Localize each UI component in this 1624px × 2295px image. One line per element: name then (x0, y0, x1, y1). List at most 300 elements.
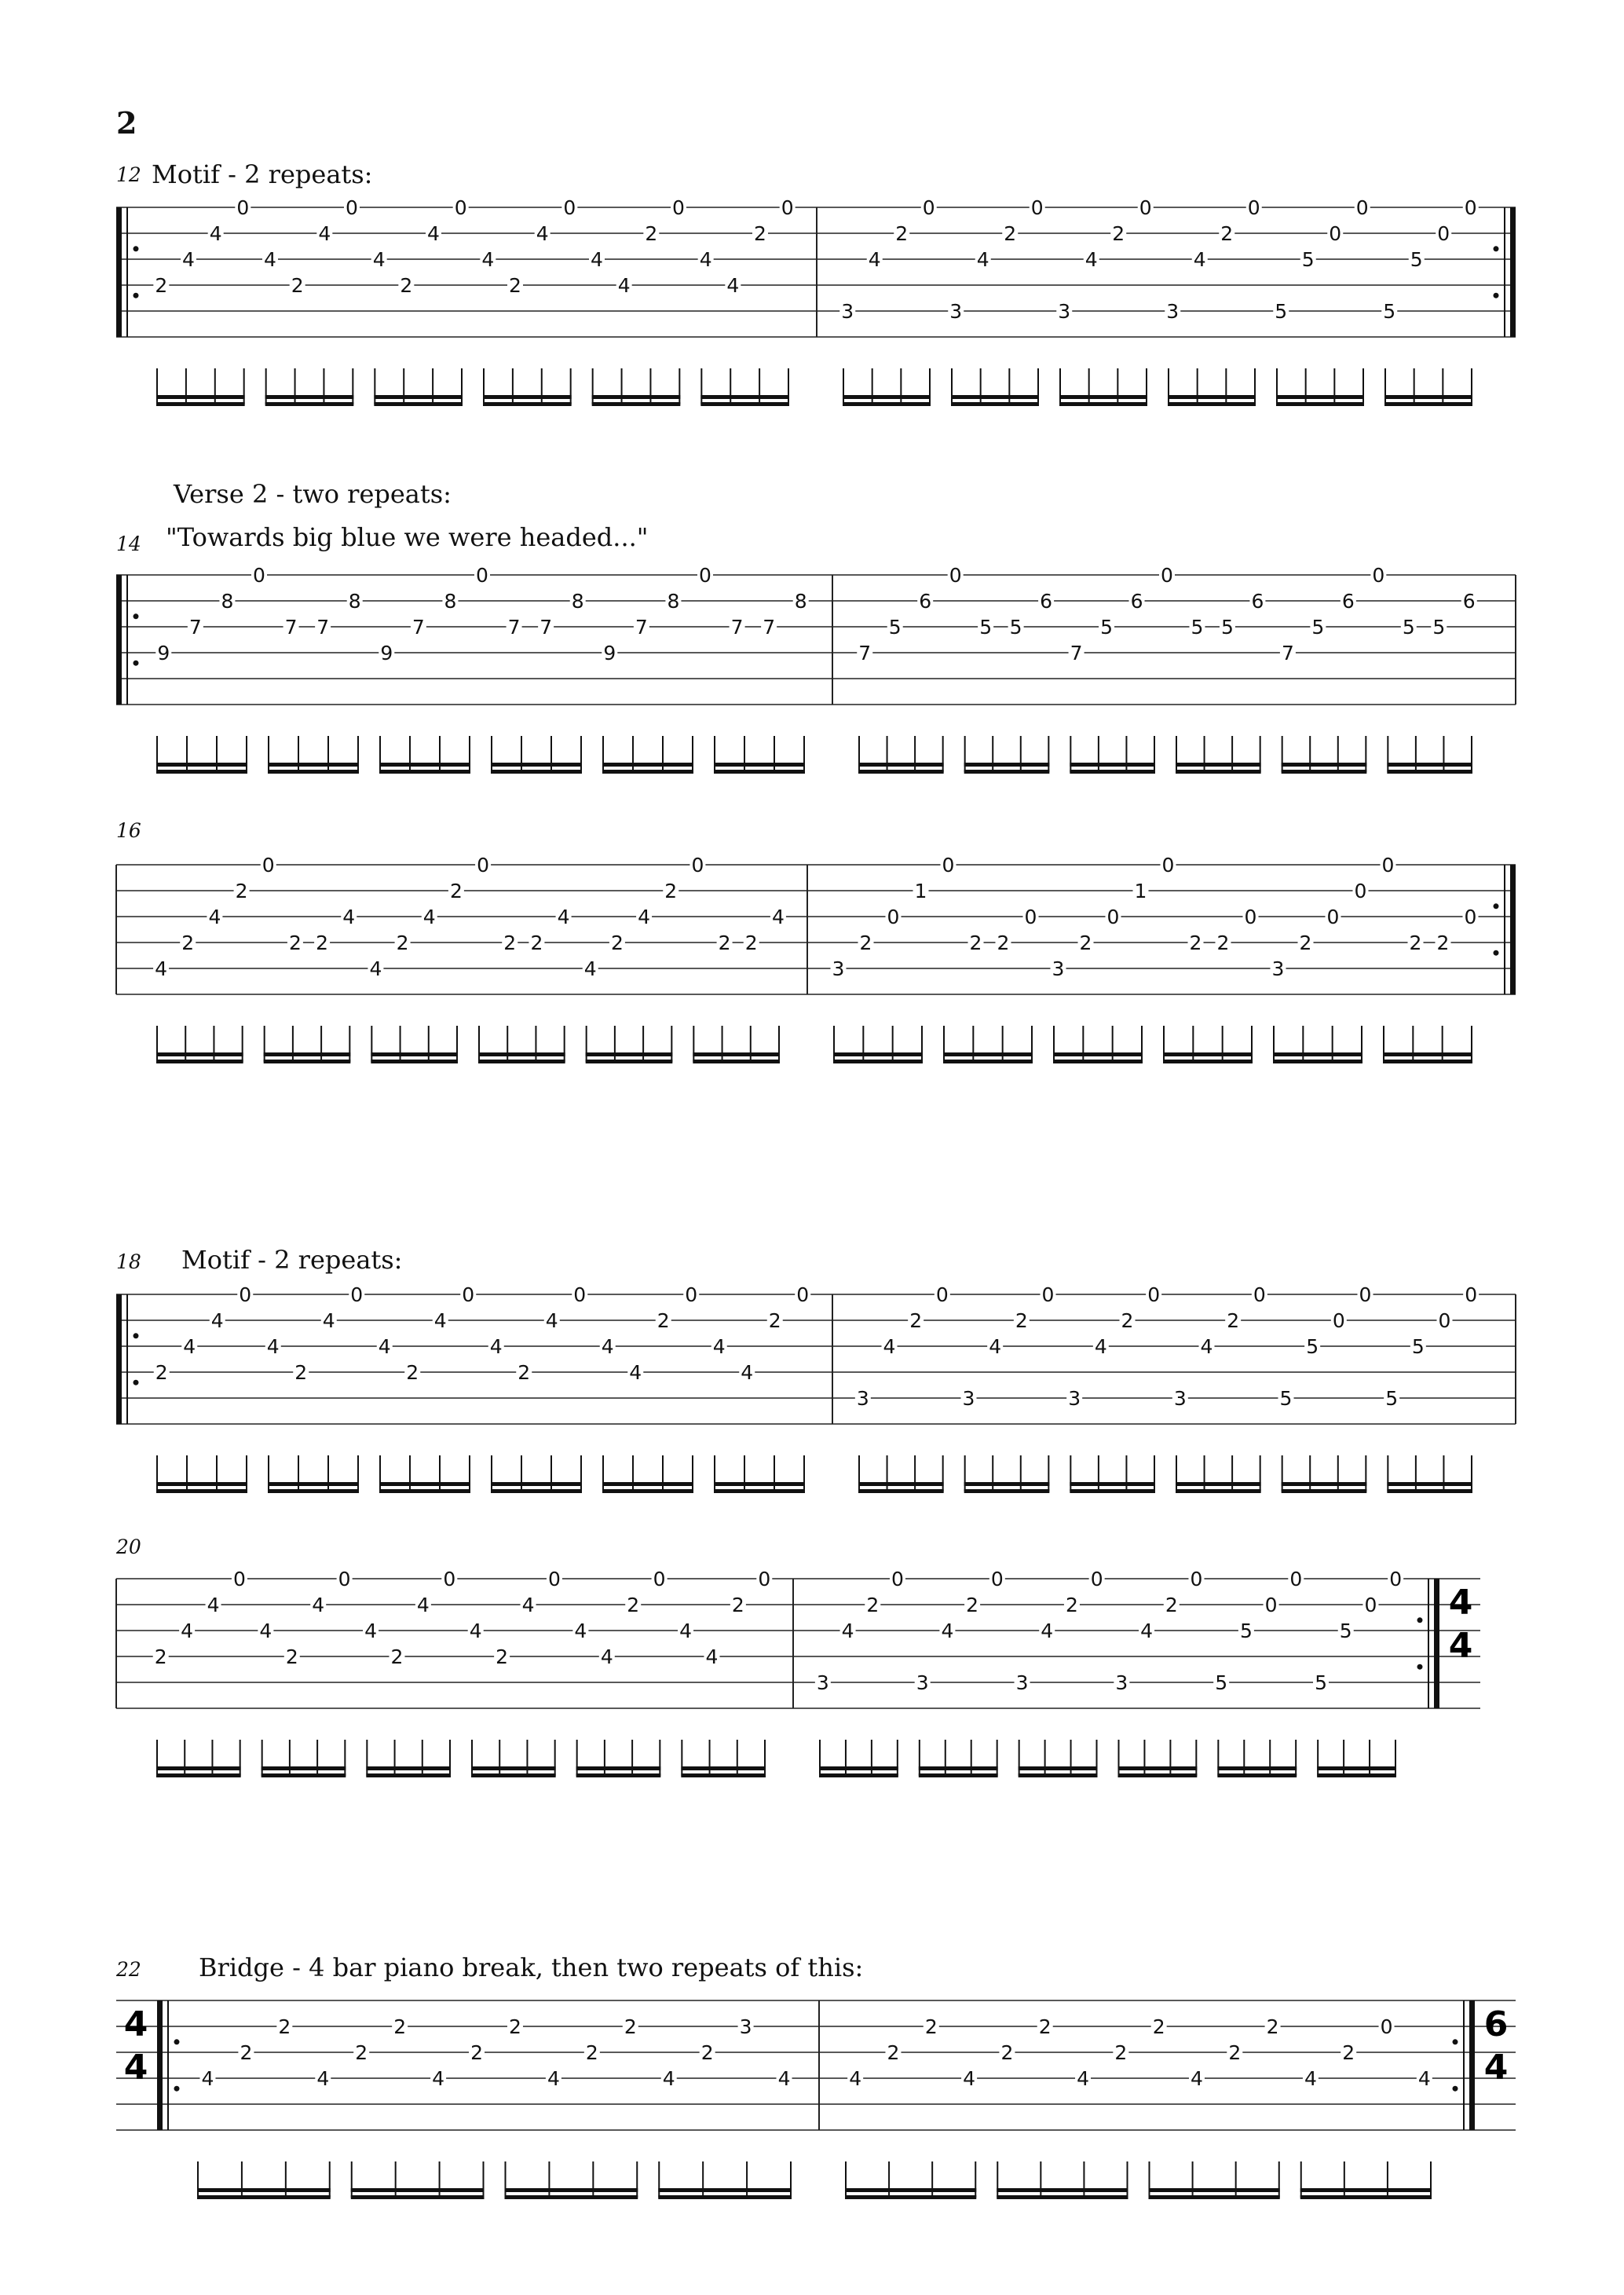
fret-number: 8 (667, 590, 680, 613)
repeat-dot (134, 661, 139, 666)
beam (576, 1773, 661, 1777)
fret-number: 0 (990, 1568, 1004, 1590)
beam (197, 2195, 331, 2199)
beam (681, 1766, 766, 1770)
fret-number: 2 (866, 1594, 880, 1616)
fret-number: 0 (887, 906, 900, 928)
fret-number: 0 (1253, 1283, 1266, 1306)
fret-number: 2 (496, 1645, 509, 1668)
fret-number: 0 (1437, 222, 1450, 245)
fret-number: 4 (433, 1309, 447, 1332)
fret-number: 0 (1264, 1594, 1278, 1616)
beam (919, 1773, 998, 1777)
fret-number: 4 (521, 1594, 535, 1616)
beam (156, 1482, 247, 1486)
fret-number: 2 (895, 222, 909, 245)
lyric-label: "Towards big blue we were headed..." (166, 522, 649, 552)
beam (1317, 1773, 1396, 1777)
beam (1118, 1766, 1198, 1770)
beam (714, 763, 805, 767)
fret-number: 4 (1200, 1335, 1213, 1358)
fret-number: 2 (509, 2015, 521, 2038)
fret-number: 0 (1355, 196, 1369, 219)
fret-number: 0 (1389, 1568, 1403, 1590)
beam (478, 1060, 565, 1063)
beam (264, 1060, 351, 1063)
fret-number: 4 (318, 222, 331, 245)
beam (693, 1052, 780, 1056)
fret-number: 3 (949, 300, 963, 323)
repeat-start-thick (116, 1294, 122, 1424)
fret-number: 2 (1227, 1309, 1240, 1332)
fret-number: 2 (1216, 932, 1230, 954)
measure-number: 14 (116, 533, 141, 555)
fret-number: 4 (976, 248, 989, 271)
beam (602, 1482, 693, 1486)
fret-number: 2 (155, 1361, 168, 1384)
fret-number: 6 (919, 590, 932, 613)
beam (156, 1052, 243, 1056)
fret-number: 0 (253, 564, 265, 587)
fret-number: 0 (1147, 1283, 1161, 1306)
fret-number: 5 (1100, 616, 1114, 639)
beam (943, 1060, 1033, 1063)
fret-number: 2 (316, 932, 329, 954)
fret-number: 4 (1084, 248, 1098, 271)
beam (943, 1052, 1033, 1056)
fret-number: 4 (601, 1335, 614, 1358)
fret-number: 4 (712, 1335, 726, 1358)
fret-number: 3 (962, 1387, 975, 1410)
fret-number: 4 (1077, 2067, 1089, 2090)
fret-number: 3 (1058, 300, 1071, 323)
fret-number: 4 (941, 1620, 954, 1642)
fret-number: 8 (571, 590, 584, 613)
beam (156, 1773, 241, 1777)
fret-number: 0 (1139, 196, 1152, 219)
fret-number: 8 (221, 590, 234, 613)
fret-number: 7 (411, 616, 425, 639)
fret-number: 2 (1189, 932, 1202, 954)
fret-number: 2 (1114, 2041, 1128, 2064)
repeat-end-thick (1434, 1579, 1439, 1708)
beam (1383, 1060, 1472, 1063)
fret-number: 2 (585, 2041, 598, 2064)
repeat-dot (174, 2039, 180, 2044)
fret-number: 3 (739, 2015, 752, 2038)
fret-number: 3 (916, 1671, 929, 1694)
fret-number: 2 (645, 222, 658, 245)
fret-number: 2 (278, 2015, 291, 2038)
fret-number: 0 (350, 1283, 364, 1306)
fret-number: 2 (155, 274, 168, 297)
fret-number: 4 (182, 248, 195, 271)
fret-number: 2 (1112, 222, 1125, 245)
beam (1384, 402, 1472, 406)
fret-number: 5 (1339, 1620, 1352, 1642)
beam (843, 395, 931, 399)
fret-number: 7 (858, 642, 872, 664)
fret-number: 5 (1306, 1335, 1319, 1358)
fret-number: 2 (1436, 932, 1450, 954)
beam (268, 770, 359, 774)
fret-number: 4 (1140, 1620, 1154, 1642)
fret-number: 0 (1329, 222, 1342, 245)
fret-number: 3 (1166, 300, 1180, 323)
beam (379, 1482, 470, 1486)
fret-number: 2 (754, 222, 766, 245)
beam (1217, 1773, 1297, 1777)
beam (1053, 1052, 1143, 1056)
fret-number: 4 (208, 906, 221, 928)
repeat-dot (134, 1333, 139, 1338)
beam (351, 2195, 485, 2199)
tab-system (0, 1979, 1624, 2183)
fret-number: 4 (600, 1645, 613, 1668)
beam (997, 2188, 1128, 2192)
beam (1168, 402, 1256, 406)
fret-number: 6 (1130, 590, 1143, 613)
fret-number: 2 (610, 932, 624, 954)
beam (1059, 402, 1147, 406)
beam (268, 763, 359, 767)
fret-number: 4 (1193, 248, 1206, 271)
fret-number: 7 (540, 616, 553, 639)
fret-number: 2 (518, 1361, 531, 1384)
fret-number: 0 (1326, 906, 1340, 928)
fret-number: 3 (832, 957, 845, 980)
fret-number: 2 (859, 932, 872, 954)
fret-number: 6 (1040, 590, 1053, 613)
fret-number: 2 (966, 1594, 979, 1616)
repeat-dot (134, 246, 139, 251)
fret-number: 4 (322, 1309, 335, 1332)
beam (1282, 1489, 1367, 1493)
fret-number: 4 (583, 957, 597, 980)
fret-number: 7 (507, 616, 521, 639)
tab-system (0, 189, 1624, 393)
section-label: Motif - 2 repeats: (152, 159, 373, 189)
fret-number: 0 (1364, 1594, 1377, 1616)
beam (602, 770, 693, 774)
fret-number: 4 (432, 2067, 445, 2090)
beam (1070, 763, 1155, 767)
fret-number: 2 (997, 932, 1010, 954)
page-number: 2 (116, 105, 137, 141)
beam (156, 763, 247, 767)
fret-number: 0 (563, 196, 576, 219)
fret-number: 4 (342, 906, 356, 928)
fret-number: 0 (1381, 854, 1395, 877)
fret-number: 0 (942, 854, 955, 877)
repeat-dot (174, 2086, 180, 2092)
fret-number: 4 (963, 2067, 976, 2090)
fret-number: 0 (1247, 196, 1260, 219)
beam (1059, 395, 1147, 399)
fret-number: 0 (691, 854, 704, 877)
fret-number: 4 (662, 2067, 675, 2090)
fret-number: 4 (777, 2067, 791, 2090)
beam (1273, 1052, 1362, 1056)
repeat-dot (134, 293, 139, 298)
fret-number: 6 (1462, 590, 1476, 613)
fret-number: 4 (316, 2067, 330, 2090)
fret-number: 8 (348, 590, 361, 613)
beam (366, 1773, 451, 1777)
fret-number: 0 (1244, 906, 1257, 928)
measure-number: 18 (116, 1250, 141, 1273)
fret-number: 0 (699, 564, 711, 587)
beam (1019, 1773, 1098, 1777)
repeat-end-thick (1510, 865, 1516, 994)
fret-number: 2 (288, 932, 302, 954)
fret-number: 4 (705, 1645, 719, 1668)
fret-number: 4 (266, 1335, 280, 1358)
fret-number: 0 (443, 1568, 456, 1590)
fret-number: 4 (989, 1335, 1002, 1358)
fret-number: 0 (1465, 1283, 1478, 1306)
beam (858, 770, 944, 774)
fret-number: 6 (1251, 590, 1264, 613)
fret-number: 2 (744, 932, 758, 954)
fret-number: 0 (1161, 854, 1175, 877)
time-signature-bottom: 4 (1448, 1626, 1473, 1666)
beam (491, 1482, 582, 1486)
beam (471, 1766, 556, 1770)
beam (964, 763, 1050, 767)
fret-number: 8 (794, 590, 807, 613)
beam (964, 770, 1050, 774)
beam (1070, 770, 1155, 774)
repeat-dot (1453, 2086, 1458, 2092)
fret-number: 4 (699, 248, 712, 271)
repeat-end-thick (1510, 207, 1516, 337)
fret-number: 4 (1304, 2067, 1317, 2090)
beam (1176, 1482, 1261, 1486)
fret-number: 4 (638, 906, 651, 928)
fret-number: 9 (603, 642, 616, 664)
fret-number: 4 (469, 1620, 482, 1642)
beam (262, 1766, 346, 1770)
fret-number: 0 (477, 854, 490, 877)
fret-number: 2 (235, 880, 248, 902)
beam (379, 763, 470, 767)
beam (265, 402, 354, 406)
beam (1383, 1052, 1472, 1056)
fret-number: 0 (1030, 196, 1044, 219)
fret-number: 4 (849, 2067, 862, 2090)
beam (1387, 1482, 1472, 1486)
fret-number: 5 (1402, 616, 1415, 639)
fret-number: 4 (536, 222, 549, 245)
fret-number: 4 (726, 274, 740, 297)
fret-number: 7 (635, 616, 648, 639)
repeat-dot (134, 1380, 139, 1385)
fret-number: 5 (1410, 248, 1423, 271)
beam (1118, 1773, 1198, 1777)
fret-number: 0 (949, 564, 962, 587)
fret-number: 4 (378, 1335, 391, 1358)
beam (265, 395, 354, 399)
beam (858, 1489, 944, 1493)
fret-number: 1 (1134, 880, 1147, 902)
beam (156, 1766, 241, 1770)
fret-number: 0 (796, 1283, 810, 1306)
fret-number: 0 (935, 1283, 949, 1306)
beam (1282, 1482, 1367, 1486)
fret-number: 4 (1191, 2067, 1203, 2090)
fret-number: 2 (1004, 222, 1017, 245)
fret-number: 2 (1121, 1309, 1134, 1332)
beam (714, 1489, 805, 1493)
fret-number: 1 (914, 880, 927, 902)
beam (371, 1052, 458, 1056)
fret-number: 2 (1165, 1594, 1178, 1616)
repeat-end-thick (1469, 2000, 1475, 2130)
beam (1384, 395, 1472, 399)
fret-number: 5 (1311, 616, 1325, 639)
fret-number: 2 (1409, 932, 1422, 954)
beam (156, 395, 245, 399)
fret-number: 4 (1094, 1335, 1107, 1358)
repeat-dot (1494, 903, 1499, 909)
beam (1317, 1766, 1396, 1770)
fret-number: 4 (264, 248, 276, 271)
fret-number: 5 (1383, 300, 1396, 323)
beam (919, 1766, 998, 1770)
beam (371, 1060, 458, 1063)
fret-number: 4 (422, 906, 436, 928)
fret-number: 2 (294, 1361, 308, 1384)
beam (700, 395, 789, 399)
fret-number: 2 (285, 1645, 298, 1668)
fret-number: 4 (741, 1361, 754, 1384)
time-signature-top: 4 (1448, 1583, 1473, 1623)
beam (602, 763, 693, 767)
fret-number: 8 (444, 590, 457, 613)
beam (1176, 763, 1261, 767)
beam (1282, 763, 1367, 767)
beam (1300, 2195, 1432, 2199)
fret-number: 0 (346, 196, 358, 219)
fret-number: 5 (1279, 1387, 1293, 1410)
beam (833, 1052, 923, 1056)
beam (374, 395, 463, 399)
fret-number: 5 (1411, 1335, 1425, 1358)
fret-number: 7 (1281, 642, 1294, 664)
time-signature-bottom: 4 (123, 2048, 148, 2088)
fret-number: 2 (396, 932, 409, 954)
fret-number: 2 (924, 2015, 938, 2038)
fret-number: 2 (624, 2015, 637, 2038)
fret-number: 2 (1342, 2041, 1355, 2064)
beam (156, 402, 245, 406)
beam (1282, 770, 1367, 774)
fret-number: 5 (1301, 248, 1315, 271)
fret-number: 0 (891, 1568, 904, 1590)
fret-number: 0 (476, 564, 488, 587)
beam (505, 2195, 638, 2199)
fret-number: 2 (154, 1645, 167, 1668)
beam (1149, 2195, 1280, 2199)
fret-number: 2 (1299, 932, 1312, 954)
fret-number: 2 (1228, 2041, 1242, 2064)
beam (483, 395, 572, 399)
fret-number: 0 (1106, 906, 1120, 928)
fret-number: 0 (1024, 906, 1037, 928)
fret-number: 2 (1266, 2015, 1279, 2038)
beam (592, 395, 681, 399)
beam (483, 402, 572, 406)
fret-number: 4 (591, 248, 603, 271)
tab-system (0, 550, 1624, 754)
fret-number: 2 (1220, 222, 1234, 245)
fret-number: 2 (700, 2041, 714, 2064)
fret-number: 2 (887, 2041, 900, 2064)
fret-number: 0 (1380, 2015, 1393, 2038)
section-label: Motif - 2 repeats: (181, 1245, 403, 1275)
fret-number: 2 (731, 1594, 744, 1616)
measure-number: 12 (116, 163, 141, 186)
fret-number: 4 (201, 2067, 214, 2090)
fret-number: 0 (1354, 880, 1367, 902)
beam (1070, 1482, 1155, 1486)
fret-number: 2 (1015, 1309, 1028, 1332)
beam (1019, 1766, 1098, 1770)
fret-number: 4 (841, 1620, 854, 1642)
beam (471, 1773, 556, 1777)
beam (197, 2188, 331, 2192)
fret-number: 4 (771, 906, 785, 928)
beam (268, 1482, 359, 1486)
fret-number: 9 (157, 642, 170, 664)
beam (843, 402, 931, 406)
fret-number: 0 (1161, 564, 1173, 587)
fret-number: 4 (427, 222, 440, 245)
beam (374, 402, 463, 406)
beam (845, 2188, 976, 2192)
beam (951, 402, 1039, 406)
repeat-dot (1494, 293, 1499, 298)
beam (1053, 1060, 1143, 1063)
fret-number: 2 (355, 2041, 368, 2064)
fret-number: 3 (1052, 957, 1065, 980)
beam (1300, 2188, 1432, 2192)
fret-number: 7 (1070, 642, 1083, 664)
fret-number: 0 (462, 1283, 475, 1306)
fret-number: 4 (547, 2067, 560, 2090)
fret-number: 0 (1090, 1568, 1103, 1590)
beam (1387, 763, 1472, 767)
fret-number: 0 (1438, 1309, 1451, 1332)
measure-number: 20 (116, 1535, 141, 1558)
fret-number: 3 (1173, 1387, 1187, 1410)
fret-number: 2 (406, 1361, 419, 1384)
fret-number: 2 (1065, 1594, 1078, 1616)
fret-number: 3 (816, 1671, 829, 1694)
fret-number: 4 (545, 1309, 558, 1332)
fret-number: 4 (369, 957, 382, 980)
fret-number: 5 (1315, 1671, 1327, 1694)
beam (156, 1060, 243, 1063)
fret-number: 4 (883, 1335, 896, 1358)
beam (366, 1766, 451, 1770)
tab-system (0, 843, 1624, 1047)
beam (714, 770, 805, 774)
fret-number: 4 (416, 1594, 430, 1616)
beam (951, 395, 1039, 399)
fret-number: 0 (1190, 1568, 1203, 1590)
